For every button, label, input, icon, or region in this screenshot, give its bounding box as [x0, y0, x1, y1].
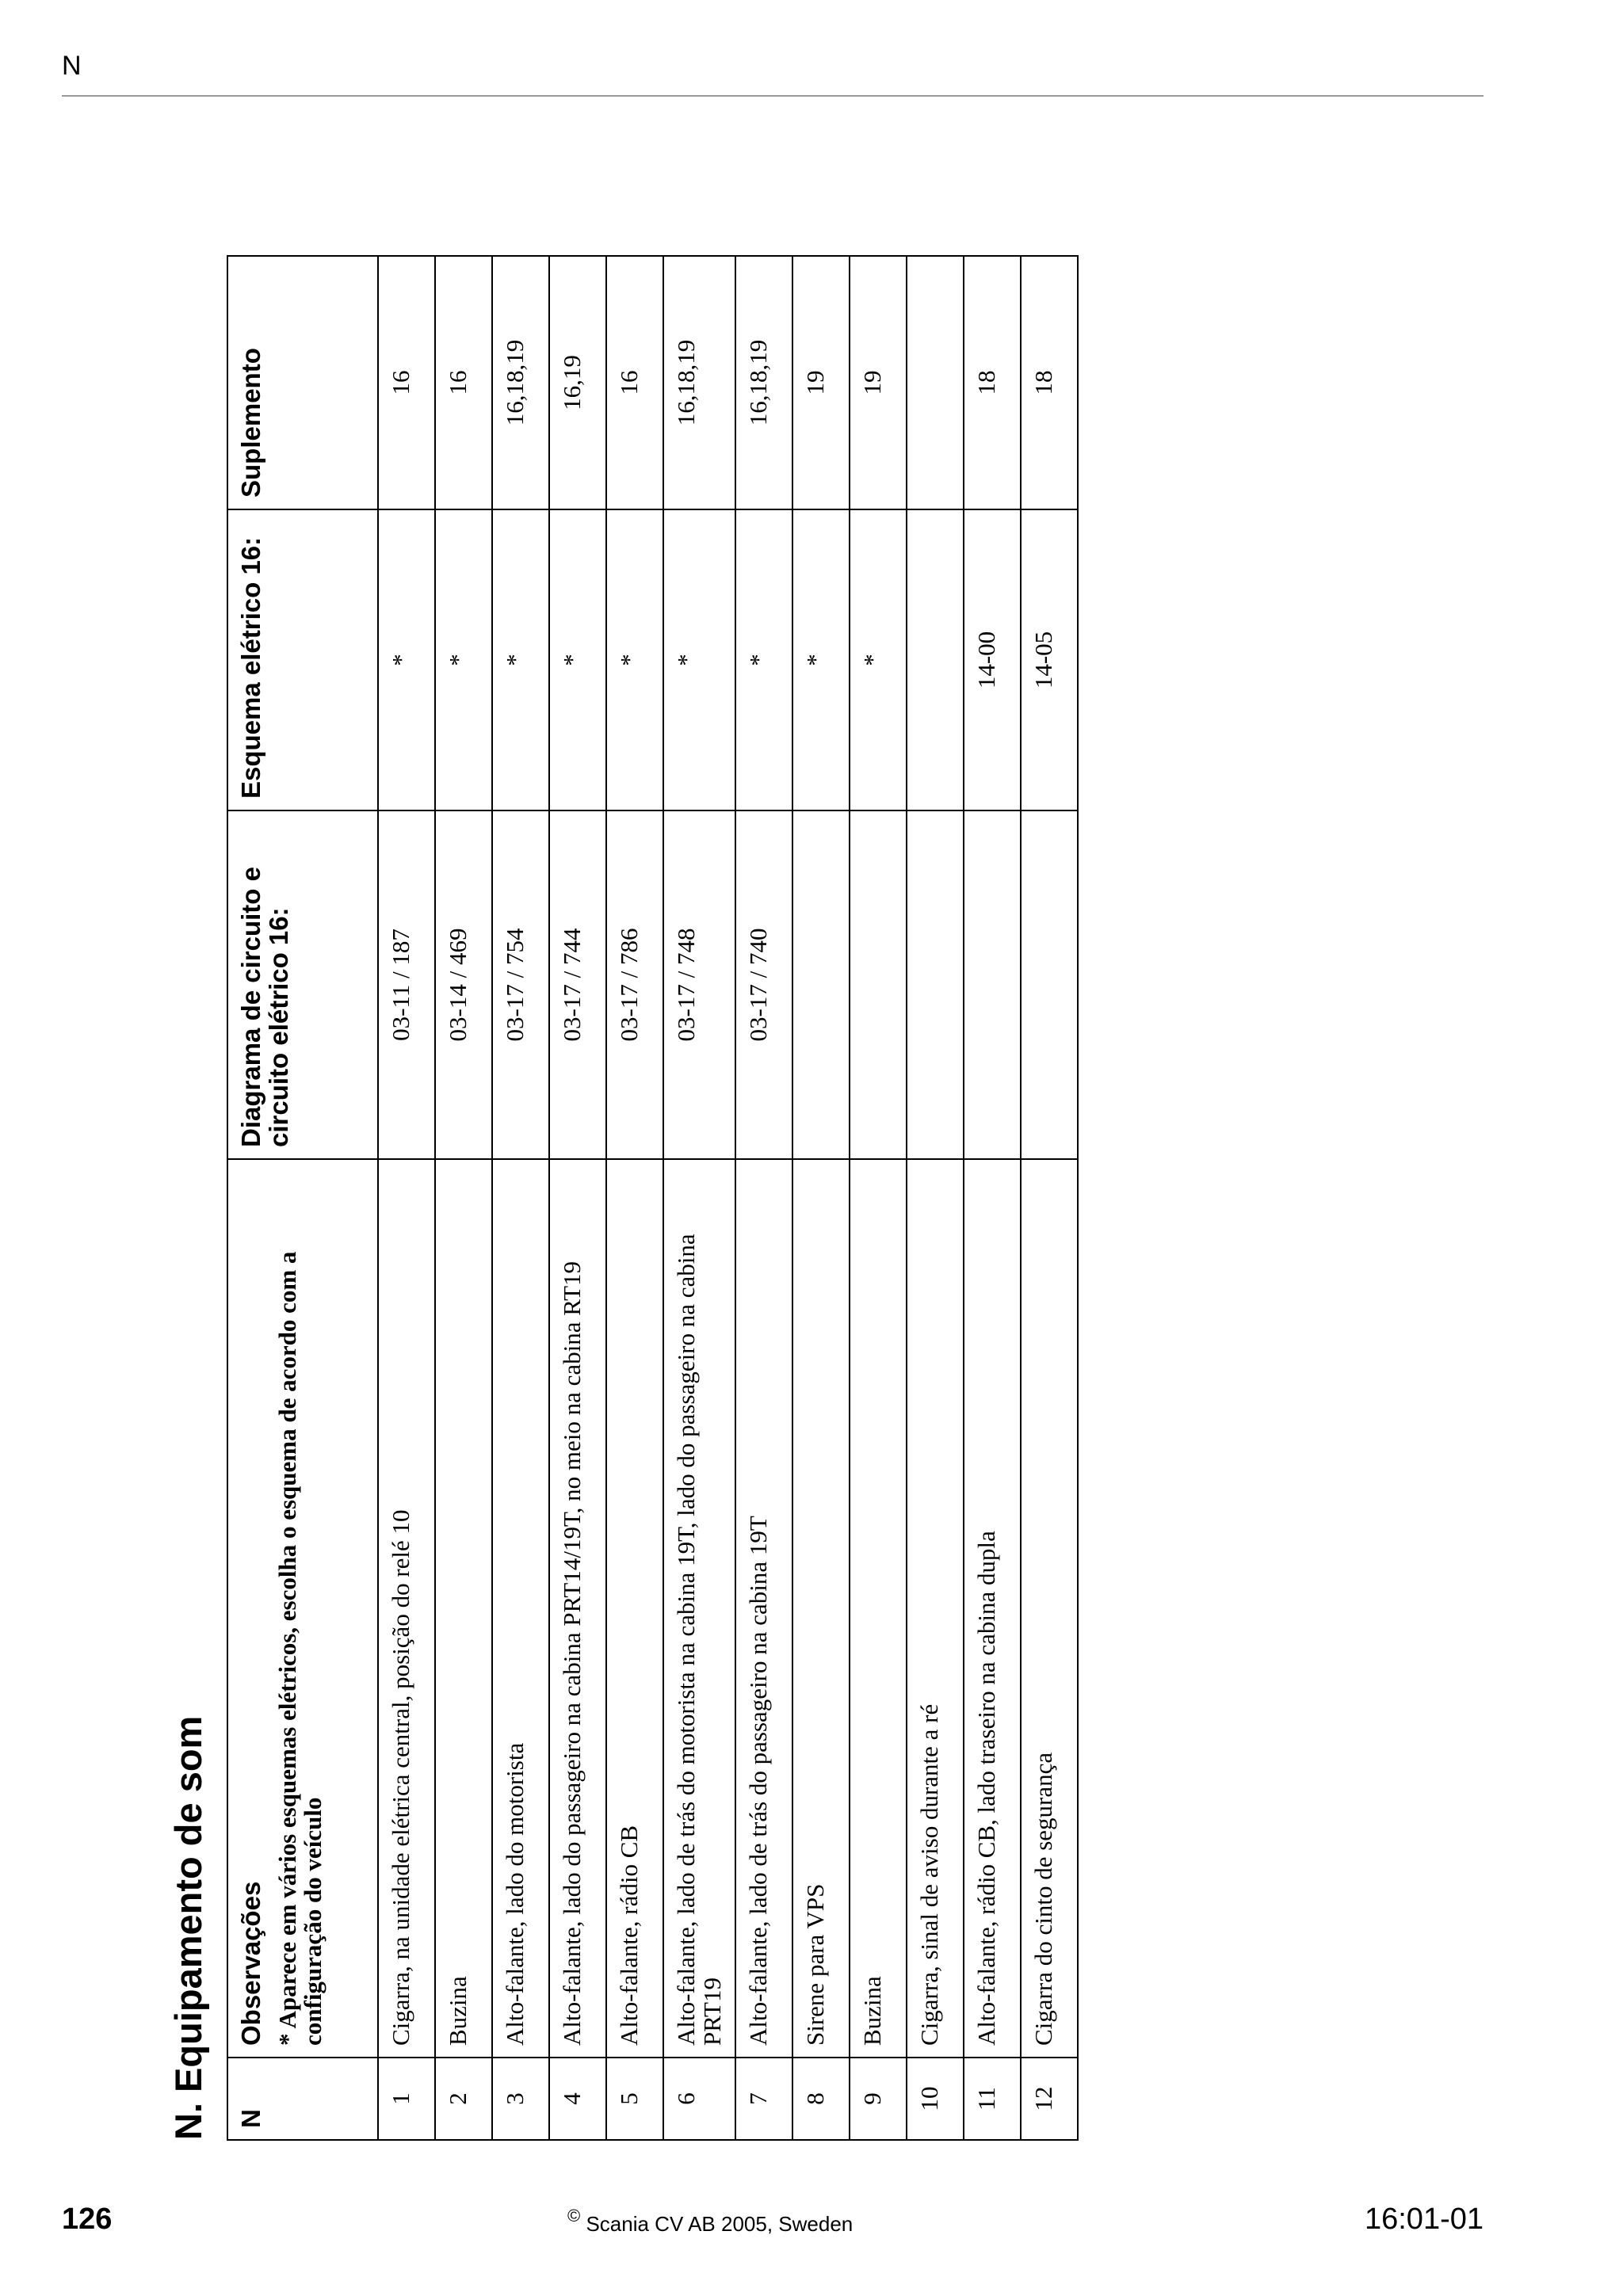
cell-esquema: * — [435, 509, 492, 810]
cell-observacoes: Buzina — [435, 1159, 492, 2058]
cell-n: 3 — [492, 2058, 549, 2140]
cell-n: 5 — [606, 2058, 663, 2140]
table-row — [378, 256, 435, 2140]
cell-observacoes: Alto-falante, lado do passageiro na cabina PRT14/19T, no meio na cabina RT19 — [549, 1159, 606, 2058]
observacoes-label: Observações — [236, 1881, 265, 2046]
cell-observacoes: Alto-falante, lado do motorista — [492, 1159, 549, 2058]
cell-diagrama — [850, 810, 907, 1159]
cell-suplemento: 18 — [964, 256, 1021, 509]
cell-suplemento: 16,18,19 — [663, 256, 735, 509]
cell-esquema: * — [378, 509, 435, 810]
cell-esquema: * — [663, 509, 735, 810]
cell-esquema: * — [549, 509, 606, 810]
cell-n: 8 — [792, 2058, 850, 2140]
cell-esquema: * — [735, 509, 792, 810]
table-row — [964, 256, 1021, 2140]
cell-suplemento: 16,19 — [549, 256, 606, 509]
column-header-esquema: Esquema elétrico 16: — [227, 509, 378, 810]
cell-observacoes: Sirene para VPS — [792, 1159, 850, 2058]
cell-suplemento: 19 — [792, 256, 850, 509]
cell-suplemento: 16,18,19 — [492, 256, 549, 509]
cell-suplemento: 19 — [850, 256, 907, 509]
cell-observacoes: Alto-falante, lado de trás do passageiro na cabina 19T — [735, 1159, 792, 2058]
cell-diagrama: 03-17 / 748 — [663, 810, 735, 1159]
cell-n: 7 — [735, 2058, 792, 2140]
cell-diagrama: 03-14 / 469 — [435, 810, 492, 1159]
cell-esquema: * — [606, 509, 663, 810]
cell-n: 11 — [964, 2058, 1021, 2140]
copyright-notice — [567, 2207, 1075, 2234]
cell-observacoes: Alto-falante, lado de trás do motorista na cabina 19T, lado do passageiro na cabina PRT19 — [663, 1159, 735, 2058]
column-header-n: N — [227, 2058, 378, 2140]
table-row — [606, 256, 663, 2140]
table-row — [492, 256, 549, 2140]
table-row — [435, 256, 492, 2140]
section-title: N. Equipamento de som — [167, 1715, 209, 2140]
table-row — [907, 256, 964, 2140]
column-header-suplemento: Suplemento — [227, 256, 378, 509]
table-row — [735, 256, 792, 2140]
cell-observacoes: Alto-falante, rádio CB, lado traseiro na cabina dupla — [964, 1159, 1021, 2058]
cell-diagrama: 03-11 / 187 — [378, 810, 435, 1159]
cell-n: 9 — [850, 2058, 907, 2140]
cell-diagrama — [792, 810, 850, 1159]
table-row — [792, 256, 850, 2140]
cell-observacoes: Cigarra do cinto de segurança — [1021, 1159, 1078, 2058]
observacoes-note: * Aparece em vários esquemas elétricos, escolha o esquema de acordo com a configuração do veículo — [273, 1251, 327, 2046]
cell-esquema — [907, 509, 964, 810]
cell-observacoes: Cigarra, na unidade elétrica central, posição do relé 10 — [378, 1159, 435, 2058]
cell-diagrama — [1021, 810, 1078, 1159]
rotated-table-block — [158, 226, 1133, 2167]
cell-diagrama: 03-17 / 740 — [735, 810, 792, 1159]
cell-suplemento: 16,18,19 — [735, 256, 792, 509]
cell-suplemento: 18 — [1021, 256, 1078, 509]
cell-esquema: 14-05 — [1021, 509, 1078, 810]
cell-diagrama: 03-17 / 786 — [606, 810, 663, 1159]
cell-observacoes: Cigarra, sinal de aviso durante a ré — [907, 1159, 964, 2058]
cell-diagrama: 03-17 / 754 — [492, 810, 549, 1159]
document-code: 16:01-01 — [1364, 2203, 1484, 2236]
table-header-row — [227, 256, 378, 2140]
cell-n: 10 — [907, 2058, 964, 2140]
cell-observacoes: Buzina — [850, 1159, 907, 2058]
cell-n: 4 — [549, 2058, 606, 2140]
column-header-observacoes — [227, 1159, 378, 2058]
copyright-text: Scania CV AB 2005, Sweden — [586, 2212, 854, 2236]
cell-esquema: 14-00 — [964, 509, 1021, 810]
cell-n: 1 — [378, 2058, 435, 2140]
column-header-diagrama: Diagrama de circuito e circuito elétrico 16: — [227, 810, 378, 1159]
cell-esquema: * — [850, 509, 907, 810]
section-letter: N — [62, 51, 82, 81]
cell-suplemento: 16 — [606, 256, 663, 509]
cell-observacoes: Alto-falante, rádio CB — [606, 1159, 663, 2058]
cell-suplemento: 16 — [378, 256, 435, 509]
cell-diagrama: 03-17 / 744 — [549, 810, 606, 1159]
cell-diagrama — [964, 810, 1021, 1159]
cell-n: 12 — [1021, 2058, 1078, 2140]
cell-n: 2 — [435, 2058, 492, 2140]
page-number: 126 — [62, 2203, 113, 2236]
cell-suplemento — [907, 256, 964, 509]
sound-equipment-table — [227, 255, 1079, 2141]
cell-suplemento: 16 — [435, 256, 492, 509]
header-divider — [62, 95, 1484, 97]
table-row — [663, 256, 735, 2140]
table-row — [850, 256, 907, 2140]
cell-esquema: * — [792, 509, 850, 810]
copyright-symbol: © — [567, 2206, 581, 2225]
cell-diagrama — [907, 810, 964, 1159]
table-row — [549, 256, 606, 2140]
table-row — [1021, 256, 1078, 2140]
cell-n: 6 — [663, 2058, 735, 2140]
cell-esquema: * — [492, 509, 549, 810]
